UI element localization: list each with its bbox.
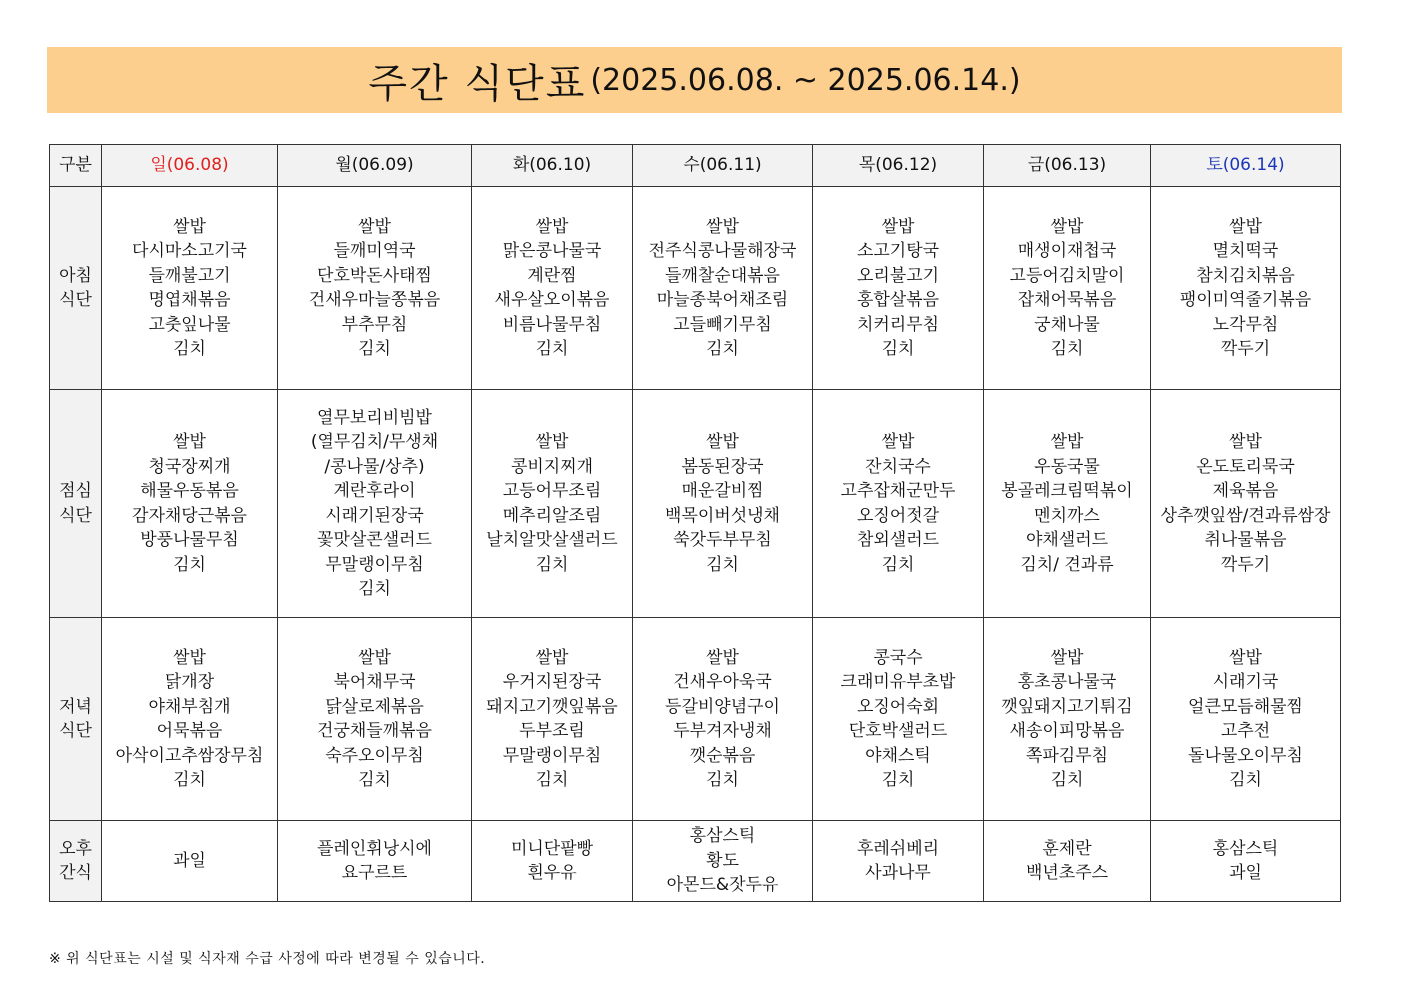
menu-item: 김치 <box>173 339 206 359</box>
menu-item: 후레쉬베리 <box>856 838 940 859</box>
menu-item: 콩비지찌개 <box>510 456 594 477</box>
menu-cell <box>472 618 633 821</box>
meal-row-dinner <box>50 618 1341 821</box>
meal-label-line: 오후 <box>59 838 92 859</box>
menu-item: 흰우유 <box>527 863 577 883</box>
menu-item: 우거지된장국 <box>502 672 602 692</box>
day-header-monday: 월(06.09) <box>278 145 472 187</box>
menu-item: 쌀밥 <box>535 432 569 452</box>
menu-item: 콩국수 <box>873 647 923 668</box>
menu-item: 봄동된장국 <box>681 456 764 477</box>
menu-item: 크래미유부초밥 <box>840 672 956 692</box>
meal-label-line: 점심 <box>59 481 92 501</box>
footnote: ※ 위 식단표는 시설 및 식자재 수급 사정에 따라 변경될 수 있습니다. <box>49 951 486 967</box>
menu-item: 어묵볶음 <box>156 721 223 741</box>
menu-item: 백년초주스 <box>1025 863 1109 883</box>
menu-item: 사과나무 <box>865 863 931 883</box>
day-header-sunday: 일(06.08) <box>102 145 278 187</box>
menu-cell <box>813 618 984 821</box>
menu-item: 들깨불고기 <box>148 265 231 286</box>
menu-item: 상추깻잎쌈/견과류쌈장 <box>1160 505 1331 526</box>
menu-cell <box>984 187 1151 390</box>
menu-item: 과일 <box>1229 863 1262 883</box>
meal-row-breakfast <box>50 187 1341 390</box>
menu-item: 요구르트 <box>341 863 408 883</box>
menu-item: 전주식콩나물해장국 <box>648 241 797 261</box>
menu-item: 부추무침 <box>341 314 408 335</box>
menu-item: 김치 <box>535 554 569 575</box>
meal-label-line: 식단 <box>59 290 92 310</box>
menu-item: 궁채나물 <box>1034 314 1100 335</box>
menu-item: 북어채무국 <box>333 672 416 692</box>
menu-item: 아삭이고추쌈장무침 <box>115 745 264 766</box>
menu-item: 우동국물 <box>1034 456 1100 477</box>
menu-item: 고들빼기무침 <box>673 314 772 335</box>
menu-item: 김치 <box>881 770 915 790</box>
menu-item: 쌀밥 <box>173 432 206 452</box>
meal-label-line: 간식 <box>59 863 92 883</box>
day-header-friday: 금(06.13) <box>984 145 1151 187</box>
menu-item: 맑은콩나물국 <box>502 241 602 261</box>
day-header-thursday: 목(06.12) <box>813 145 984 187</box>
menu-cell <box>102 618 278 821</box>
menu-item: 쌀밥 <box>881 216 915 237</box>
meal-label-line: 아침 <box>59 265 92 286</box>
meal-label-line: 식단 <box>59 505 92 526</box>
menu-item: 쌀밥 <box>535 216 569 237</box>
menu-item: 다시마소고기국 <box>132 241 247 261</box>
menu-item: 김치 <box>1050 770 1084 790</box>
title-banner <box>47 47 1342 113</box>
meal-label-line: 저녁 <box>59 696 92 717</box>
menu-item: 시래기국 <box>1212 672 1279 692</box>
menu-cell <box>633 618 813 821</box>
menu-item: 김치 <box>881 339 915 359</box>
menu-item: 멸치떡국 <box>1212 241 1279 261</box>
menu-item: 참치김치볶음 <box>1196 265 1295 286</box>
menu-item: 해물우동볶음 <box>140 481 239 501</box>
menu-item: 쌀밥 <box>1229 216 1262 237</box>
menu-item: 훈제란 <box>1042 838 1092 859</box>
menu-item: 홍초콩나물국 <box>1017 672 1117 692</box>
menu-item: 김치 <box>706 770 739 790</box>
weekly-menu-table <box>49 144 1341 902</box>
menu-item: 마늘종북어채조림 <box>656 290 789 310</box>
meal-label <box>50 618 102 821</box>
menu-item: 비름나물무침 <box>502 314 602 335</box>
menu-item: 계란후라이 <box>333 481 416 501</box>
menu-item: 과일 <box>173 850 206 871</box>
menu-item: 오리불고기 <box>856 265 940 286</box>
menu-item: 고춧잎나물 <box>148 314 231 335</box>
meal-row-lunch <box>50 390 1341 618</box>
menu-item: 무말랭이무침 <box>502 745 602 766</box>
menu-item: 방풍나물무침 <box>140 530 239 550</box>
menu-item: 오징어젓갈 <box>856 505 940 526</box>
meal-label <box>50 187 102 390</box>
menu-item: 감자채당근볶음 <box>132 505 247 526</box>
menu-item: 소고기탕국 <box>856 241 940 261</box>
meal-label <box>50 821 102 902</box>
menu-item: 치커리무침 <box>856 314 940 335</box>
menu-item: 청국장찌개 <box>148 456 231 477</box>
menu-item: 쌀밥 <box>1229 647 1262 668</box>
menu-item: 김치 <box>535 770 569 790</box>
menu-item: 야채샐러드 <box>1025 530 1109 550</box>
menu-item: 닭살로제볶음 <box>325 696 424 717</box>
menu-item: 쌀밥 <box>173 216 206 237</box>
menu-item: 김치 <box>358 770 391 790</box>
menu-item: 시래기된장국 <box>325 505 424 526</box>
menu-item: 잔치국수 <box>865 456 931 477</box>
corner-label: 구분 <box>50 145 102 187</box>
menu-item: 새송이피망볶음 <box>1009 721 1125 741</box>
menu-item: 쌀밥 <box>706 432 739 452</box>
menu-item: 들깨미역국 <box>333 241 416 261</box>
menu-cell <box>1151 618 1341 821</box>
menu-item: 쌀밥 <box>1229 432 1262 452</box>
menu-item: 건새우아욱국 <box>673 672 772 692</box>
menu-item: 멘치까스 <box>1034 505 1100 526</box>
day-header-wednesday: 수(06.11) <box>633 145 813 187</box>
menu-item: 취나물볶음 <box>1204 530 1287 550</box>
menu-item: 매운갈비찜 <box>681 481 764 501</box>
menu-item: 닭개장 <box>164 672 215 692</box>
menu-cell <box>633 187 813 390</box>
menu-item: 고등어무조림 <box>502 481 602 501</box>
menu-item: 플레인휘낭시에 <box>317 838 432 859</box>
menu-item: 홍삼스틱 <box>689 826 756 847</box>
menu-cell <box>984 821 1151 902</box>
day-header-saturday: 토(06.14) <box>1151 145 1341 187</box>
menu-item: 쌀밥 <box>706 216 739 237</box>
menu-cell <box>633 821 813 902</box>
menu-item: 단호박샐러드 <box>848 721 948 741</box>
menu-item: 꽃맛살콘샐러드 <box>317 530 432 550</box>
menu-item: 고추잡채군만두 <box>840 481 956 501</box>
menu-item: 매생이재첩국 <box>1017 241 1117 261</box>
meal-label-line: 식단 <box>59 721 92 741</box>
menu-item: 백목이버섯냉채 <box>665 505 780 526</box>
menu-cell <box>278 390 472 618</box>
menu-item: 잡채어묵볶음 <box>1017 290 1117 310</box>
menu-item: 돌나물오이무침 <box>1188 745 1303 766</box>
menu-item: 팽이미역줄기볶음 <box>1179 290 1312 310</box>
menu-item: 쌀밥 <box>881 432 915 452</box>
menu-item: 날치알맛살샐러드 <box>486 530 618 550</box>
menu-cell <box>813 390 984 618</box>
menu-cell <box>102 187 278 390</box>
menu-item: 쪽파김무침 <box>1025 745 1109 766</box>
menu-item: 온도토리묵국 <box>1196 456 1295 477</box>
menu-item: 두부조림 <box>519 721 585 741</box>
menu-cell <box>1151 187 1341 390</box>
menu-item: 고추전 <box>1220 721 1271 741</box>
day-header-tuesday: 화(06.10) <box>472 145 633 187</box>
menu-item: 등갈비양념구이 <box>665 696 780 717</box>
menu-item: 김치 <box>173 770 206 790</box>
menu-item: 아몬드&잣두유 <box>666 875 779 896</box>
menu-item: 김치/ 견과류 <box>1020 554 1114 575</box>
menu-item: 새우살오이볶음 <box>494 290 610 310</box>
menu-cell <box>278 187 472 390</box>
menu-item: 메추리알조림 <box>502 505 602 526</box>
meal-row-snack <box>50 821 1341 902</box>
menu-item: 쌀밥 <box>358 216 391 237</box>
menu-item: 김치 <box>1050 339 1084 359</box>
menu-item: 건새우마늘쫑볶음 <box>308 290 441 310</box>
menu-item: 쌀밥 <box>706 647 739 668</box>
menu-cell <box>813 187 984 390</box>
menu-item: 오징어숙회 <box>856 696 940 717</box>
menu-item: 김치 <box>358 339 391 359</box>
menu-cell <box>813 821 984 902</box>
menu-item: 김치 <box>1229 770 1262 790</box>
menu-item: 돼지고기깻잎볶음 <box>486 696 618 717</box>
menu-item: 김치 <box>706 554 739 575</box>
menu-item: 김치 <box>535 339 569 359</box>
menu-item: 쌀밥 <box>173 647 206 668</box>
menu-item: 깻잎돼지고기튀김 <box>1001 696 1133 717</box>
menu-item: 계란찜 <box>527 265 577 286</box>
menu-item: 김치 <box>358 579 391 599</box>
menu-item: 쌀밥 <box>1050 216 1084 237</box>
menu-item: 김치 <box>706 339 739 359</box>
menu-item: 홍삼스틱 <box>1212 838 1279 859</box>
menu-cell <box>472 821 633 902</box>
menu-cell <box>633 390 813 618</box>
menu-item: 쌀밥 <box>358 647 391 668</box>
menu-cell <box>472 187 633 390</box>
menu-item: 숙주오이무침 <box>325 745 424 766</box>
menu-item: (열무김치/무생채 <box>310 432 439 452</box>
date-range: (2025.06.08. ~ 2025.06.14.) <box>590 62 1021 98</box>
menu-cell <box>1151 821 1341 902</box>
menu-item: 쌀밥 <box>1050 432 1084 452</box>
menu-item: 노각무침 <box>1212 314 1279 335</box>
menu-item: 열무보리비빔밥 <box>317 407 432 428</box>
menu-cell <box>1151 390 1341 618</box>
menu-item: 명엽채볶음 <box>148 290 231 310</box>
menu-cell <box>472 390 633 618</box>
menu-item: 참외샐러드 <box>856 530 940 550</box>
menu-item: 제육볶음 <box>1212 481 1279 501</box>
menu-cell <box>984 390 1151 618</box>
menu-item: 쌀밥 <box>535 647 569 668</box>
menu-item: 쑥갓두부무침 <box>673 530 772 550</box>
menu-item: 들깨찰순대볶음 <box>665 265 780 286</box>
menu-item: 김치 <box>881 554 915 575</box>
menu-item: 미니단팥빵 <box>510 838 594 859</box>
menu-item: 홍합살볶음 <box>856 290 940 310</box>
menu-item: /콩나물/상추) <box>324 456 425 477</box>
menu-item: 야채부침개 <box>148 696 231 717</box>
page-title: 주간 식단표 <box>368 60 587 107</box>
menu-cell <box>984 618 1151 821</box>
menu-item: 김치 <box>173 554 206 575</box>
menu-item: 단호박돈사태찜 <box>317 265 432 286</box>
menu-item: 야채스틱 <box>865 745 931 766</box>
meal-label <box>50 390 102 618</box>
menu-item: 두부겨자냉채 <box>673 721 772 741</box>
menu-item: 깍두기 <box>1220 339 1271 359</box>
menu-cell <box>102 390 278 618</box>
menu-item: 건궁채들깨볶음 <box>317 721 432 741</box>
menu-item: 고등어김치말이 <box>1009 265 1125 286</box>
menu-cell <box>278 618 472 821</box>
menu-item: 깍두기 <box>1220 554 1271 575</box>
menu-item: 봉골레크림떡볶이 <box>1001 481 1133 501</box>
menu-item: 황도 <box>706 850 739 871</box>
menu-item: 쌀밥 <box>1050 647 1084 668</box>
menu-cell <box>278 821 472 902</box>
menu-item: 무말랭이무침 <box>325 554 424 575</box>
menu-item: 깻순볶음 <box>689 745 756 766</box>
menu-cell <box>102 821 278 902</box>
menu-item: 얼큰모듬해물찜 <box>1188 696 1303 717</box>
header-row <box>50 145 1341 187</box>
